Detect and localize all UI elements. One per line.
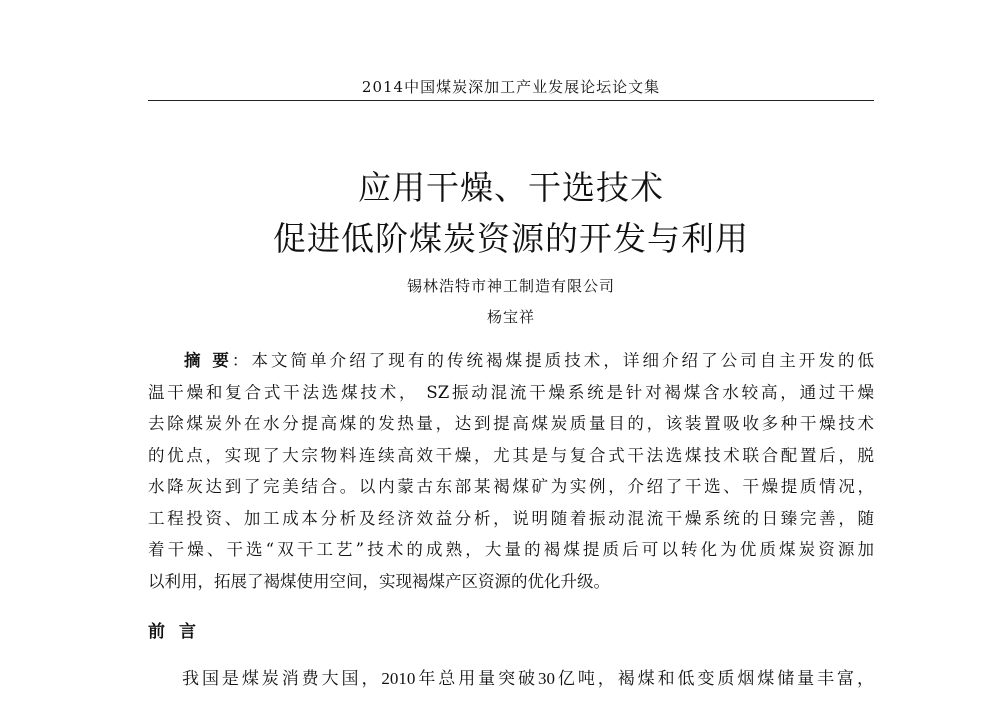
abstract-label: 摘 要 [184, 351, 232, 370]
abstract-line: 工程投资、加工成本分析及经济效益分析，说明随着振动混流干燥系统的日臻完善，随 [148, 508, 874, 528]
author-name: 杨宝祥 [486, 308, 535, 326]
abstract-line: 着干燥、干选“双干工艺”技术的成熟，大量的褐煤提质后可以转化为优质煤炭资源加 [148, 540, 874, 559]
body-text [148, 662, 874, 695]
running-header: 2014中国煤炭深加工产业发展论坛论文集 [361, 78, 661, 96]
abstract-line: 水降灰达到了完美结合。以内蒙古东部某褐煤矿为实例，介绍了干选、干燥提质情况， [148, 477, 874, 496]
article-title-line-1: 应用干燥、干选技术 [358, 168, 664, 207]
abstract-line: 以利用，拓展了褐煤使用空间，实现褐煤产区资源的优化升级。 [148, 571, 610, 591]
section-heading: 前言 [148, 622, 210, 642]
abstract-text: ：本文简单介绍了现有的传统褐煤提质技术，详细介绍了公司自主开发的低 [231, 351, 874, 370]
abstract-line: 温干燥和复合式干法选煤技术， SZ振动混流干燥系统是针对褐煤含水较高，通过干燥 [148, 382, 874, 402]
article-title-line-2: 促进低阶煤炭资源的开发与利用 [273, 219, 749, 258]
header-rule [148, 100, 874, 101]
abstract-line: 的优点，实现了大宗物料连续高效干燥，尤其是与复合式干法选煤技术联合配置后，脱 [148, 445, 874, 465]
abstract-line: 去除煤炭外在水分提高煤的发热量，达到提高煤炭质量目的，该装置吸收多种干燥技术 [148, 414, 874, 433]
author-affiliation: 锡林浩特市神工制造有限公司 [406, 277, 615, 295]
body-line: 我国是煤炭消费大国，2010年总用量突破30亿吨，褐煤和低变质烟煤储量丰富， [182, 669, 874, 688]
abstract-line [148, 345, 874, 377]
abstract [148, 345, 874, 597]
